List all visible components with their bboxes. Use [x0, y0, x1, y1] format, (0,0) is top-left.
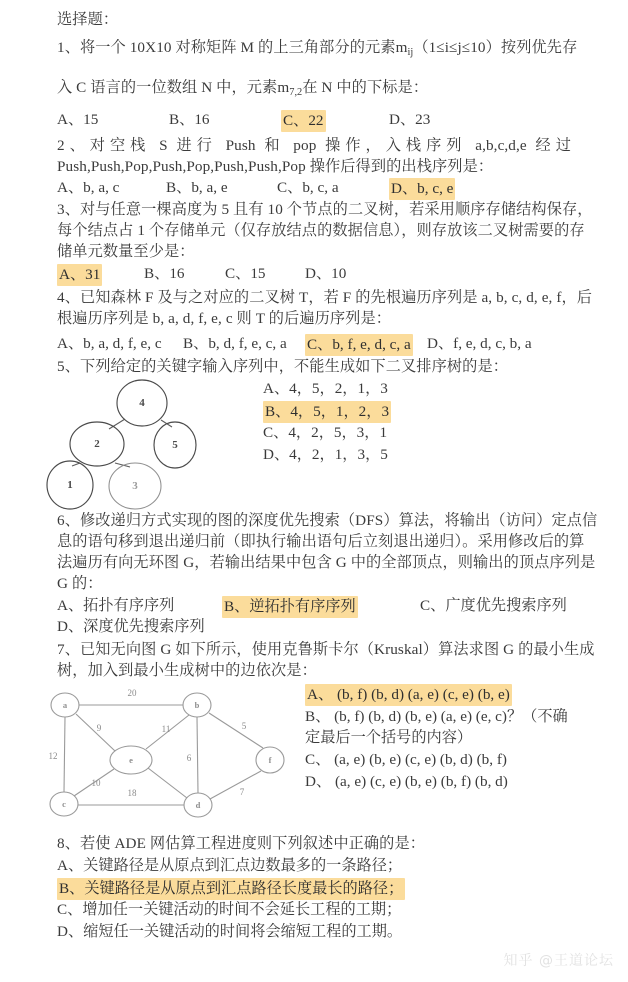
q5-option-a[interactable]: A、4，5，2，1，3 [263, 380, 388, 397]
tree-edge-2-1 [72, 463, 80, 466]
graph-edge-e-d [148, 768, 187, 798]
q8-option-c[interactable]: C、增加任一关键活动的时间不会延长工程的工期； [57, 901, 402, 918]
q3-stem-line-2: 每个结点占 1 个存储单元（仅存放结点的数据信息），则存放该二叉树需要的存 [57, 222, 585, 239]
q1-option-a[interactable]: A、15 [57, 111, 99, 128]
q3-stem-line-1: 3、对与任意一棵高度为 5 且有 10 个节点的二叉树，若采用顺序存储结构保存， [57, 201, 593, 218]
tree-node-label-4: 4 [139, 397, 145, 409]
graph-edge-b-f [209, 713, 263, 748]
graph-node-label-a: a [62, 700, 68, 710]
q1-option-c[interactable]: C、22 [281, 110, 326, 132]
q7-option-b-continued: 定最后一个括号的内容） [305, 729, 473, 746]
q1-option-b[interactable]: B、16 [169, 111, 210, 128]
graph-weight-a-e: 9 [96, 723, 102, 733]
q8-stem-line-1: 8、若使 ADE 网估算工程进度则下列叙述中正确的是： [57, 835, 426, 852]
q1-option-d[interactable]: D、23 [389, 111, 431, 128]
q2-option-a[interactable]: A、b, a, c [57, 179, 120, 196]
q1-stem-1b: （1≤i≤j≤10）按列优先存 [413, 39, 578, 56]
q7-option-d[interactable]: D、 (a, e) (c, e) (b, e) (b, f) (b, d) [305, 773, 508, 790]
q4-option-b[interactable]: B、b, d, f, e, c, a [183, 335, 287, 352]
graph-weight-b-f: 5 [241, 721, 247, 731]
q4-option-c[interactable]: C、b, f, e, d, c, a [305, 334, 413, 356]
q8-option-a[interactable]: A、关键路径是从原点到汇点边数最多的一条路径； [57, 857, 403, 874]
q1-stem-1a: 1、将一个 10X10 对称矩阵 M 的上三角部分的元素m [57, 39, 408, 56]
q6-option-d[interactable]: D、深度优先搜索序列 [57, 618, 205, 635]
q7-option-b[interactable]: B、 (b, f) (b, d) (b, e) (a, e) (e, c)？（不确 [305, 708, 568, 725]
graph-edge-a-c [64, 717, 65, 792]
graph-node-label-f: f [268, 755, 272, 765]
q2-option-b[interactable]: B、b, a, e [166, 179, 228, 196]
q8-option-d[interactable]: D、缩短任一关键活动的时间将会缩短工程的工期。 [57, 923, 403, 940]
graph-weight-b-d: 6 [186, 753, 192, 763]
q1-stem-line-2 [57, 78, 428, 103]
q4-option-d[interactable]: D、f, e, d, c, b, a [427, 335, 532, 352]
q2-option-d[interactable]: D、b, c, e [389, 178, 455, 200]
q3-stem-line-3: 储单元数量至少是： [57, 243, 195, 260]
q7-stem-line-2: 树，加入到最小生成树中的边依次是： [57, 662, 317, 679]
q1-stem-2a: 入 C 语言的一位数组 N 中，元素m [57, 79, 290, 96]
q3-option-c[interactable]: C、15 [225, 265, 266, 282]
q6-option-a[interactable]: A、拓扑有序序列 [57, 597, 175, 614]
q8-option-b[interactable]: B、关键路径是从原点到汇点路径长度最长的路径； [57, 878, 405, 900]
graph-weight-d-f: 7 [239, 787, 245, 797]
q1-subscript-72: 7,2 [289, 86, 303, 98]
q6-stem-line-3: 法遍历有向无环图 G，若输出结果中包含 G 中的全部顶点，则输出的顶点序列是 [57, 554, 596, 571]
q7-option-a[interactable]: A、 (b, f) (b, d) (a, e) (c, e) (b, e) [305, 684, 512, 706]
graph-edge-a-e [76, 714, 115, 751]
q4-stem-line-2: 根遍历序列是 b, a, d, f, e, c 则 T 的后遍历序列是： [57, 310, 392, 327]
q5-option-b[interactable]: B、4，5，1，2，3 [263, 401, 391, 423]
graph-edge-b-d [197, 717, 198, 793]
q6-stem-line-2: 息的语句移到退出递归前（即执行输出语句后立刻退出递归）。采用修改后的算 [57, 533, 585, 550]
tree-node-label-5: 5 [172, 439, 178, 451]
tree-edge-4-2 [109, 419, 125, 429]
q3-option-b[interactable]: B、16 [144, 265, 185, 282]
q5-stem-line-1: 5、下列给定的关键字输入序列中，不能生成如下二叉排序树的是： [57, 358, 509, 375]
q7-stem-line-1: 7、已知无向图 G 如下所示，使用克鲁斯卡尔（Kruskal）算法求图 G 的最小生成 [57, 641, 595, 658]
q5-option-d[interactable]: D、4，2，1，3，5 [263, 446, 388, 463]
q4-stem-line-1: 4、已知森林 F 及与之对应的二叉树 T，若 F 的先根遍历序列是 a, b, c, d, e, f，后 [57, 289, 593, 306]
q6-option-c[interactable]: C、广度优先搜索序列 [420, 597, 567, 614]
graph-weight-b-e: 11 [161, 724, 171, 734]
tree-node-label-3: 3 [132, 480, 138, 492]
q4-option-a[interactable]: A、b, a, d, f, e, c [57, 335, 162, 352]
graph-node-label-b: b [194, 700, 200, 710]
q1-subscript-ij: ij [407, 46, 414, 58]
graph-weight-c-e: 10 [91, 778, 101, 788]
q7-option-c[interactable]: C、 (a, e) (b, e) (c, e) (b, d) (b, f) [305, 751, 507, 768]
q5-option-c[interactable]: C、4，2，5，3，1 [263, 424, 388, 441]
undirected-graph-figure [29, 686, 299, 831]
q2-stem-line-2: Push,Push,Pop,Push,Pop,Push,Push,Pop 操作后得到的出栈序列是： [57, 158, 494, 175]
watermark: 知乎 @王道论坛 [503, 953, 614, 969]
graph-weight-a-c: 12 [48, 751, 58, 761]
tree-node-label-2: 2 [94, 438, 100, 450]
graph-node-label-d: d [195, 800, 201, 810]
binary-search-tree-figure [30, 375, 220, 520]
graph-node-label-c: c [62, 799, 66, 809]
q2-option-c[interactable]: C、b, c, a [277, 179, 339, 196]
q6-option-b[interactable]: B、逆拓扑有序序列 [222, 596, 358, 618]
page-title: 选择题： [57, 11, 119, 28]
graph-weight-a-b: 20 [127, 688, 137, 698]
graph-edge-d-f [210, 771, 261, 799]
q6-stem-line-1: 6、修改递归方式实现的图的深度优先搜索（DFS）算法，将输出（访问）定点信 [57, 512, 598, 529]
graph-weight-c-d: 18 [127, 788, 137, 798]
q6-stem-line-4: G 的： [57, 575, 103, 592]
q3-option-a[interactable]: A、31 [57, 264, 102, 286]
tree-node-label-1: 1 [67, 479, 73, 491]
q1-stem-line-1 [57, 38, 577, 63]
q2-stem-line-1: 2、对空栈 S 进行 Push 和 pop 操作，入栈序列 a,b,c,d,e 经过 [57, 137, 571, 154]
graph-node-label-e: e [129, 755, 133, 765]
q1-stem-2b: 在 N 中的下标是： [302, 79, 429, 96]
q3-option-d[interactable]: D、10 [305, 265, 347, 282]
